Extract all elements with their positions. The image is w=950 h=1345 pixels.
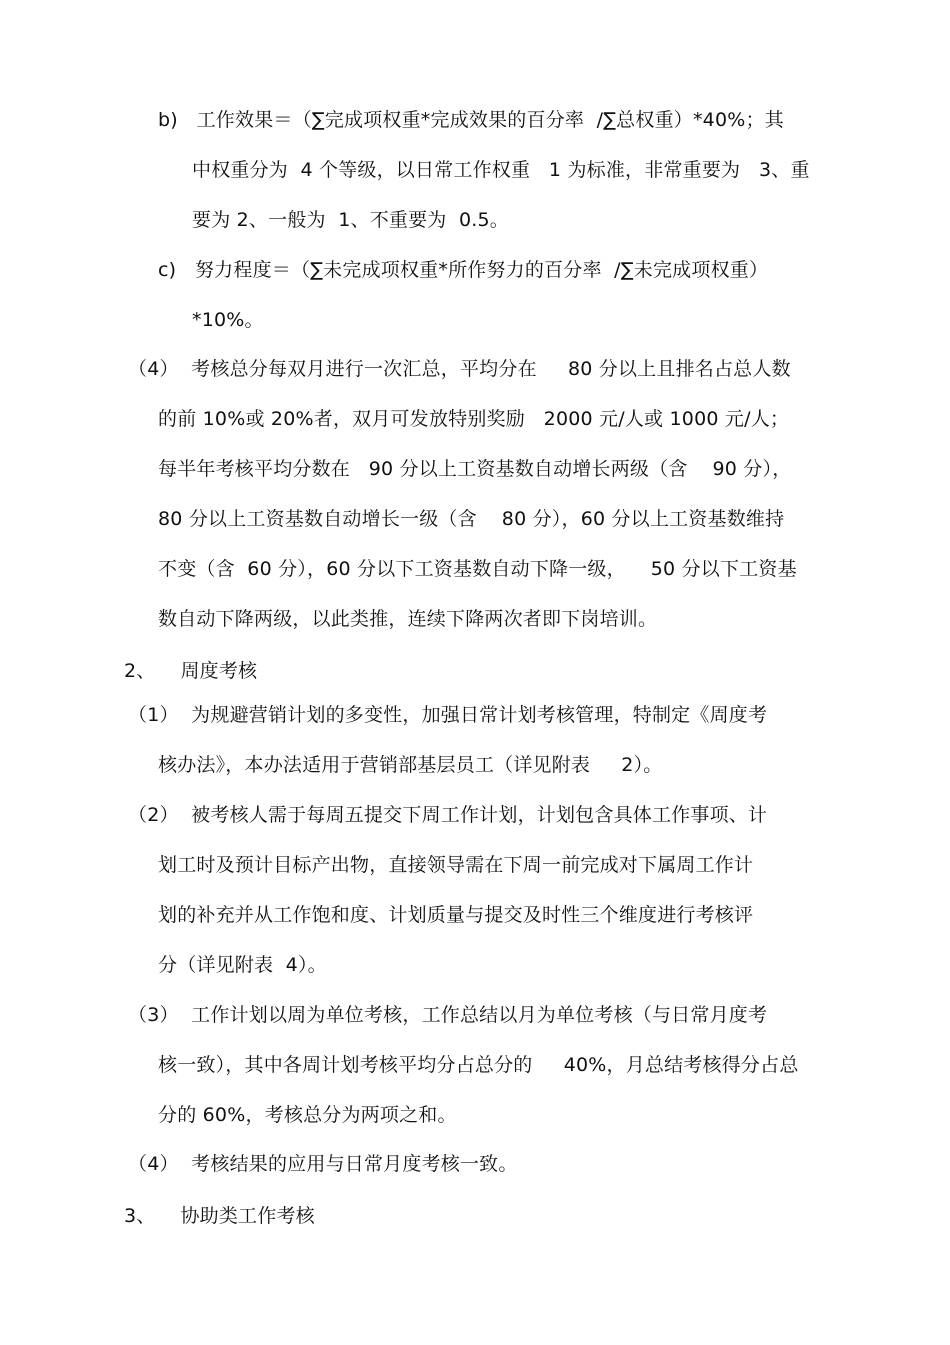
text-line: 的前 10%或 20%者，双月可发放特别奖励 2000 元/人或 1000 元/人；: [158, 408, 790, 430]
text-line: 80 分以上工资基数自动增长一级（含 80 分），60 分以上工资基数维持: [158, 508, 785, 530]
text-line: 核办法》，本办法适用于营销部基层员工（详见附表 2）。: [158, 754, 663, 776]
text-line: 划工时及预计目标产出物，直接领导需在下周一前完成对下属周工作计: [158, 854, 754, 876]
text-line: （1） 为规避营销计划的多变性，加强日常计划考核管理，特制定《周度考: [128, 704, 768, 726]
text-line: 分（详见附表 4）。: [158, 954, 327, 976]
text-line: *10%。: [192, 309, 264, 331]
text-line: 分的 60%，考核总分为两项之和。: [158, 1104, 457, 1126]
text-line: 划的补充并从工作饱和度、计划质量与提交及时性三个维度进行考核评: [158, 904, 754, 926]
text-line: 中权重分为 4 个等级，以日常工作权重 1 为标准，非常重要为 3、重: [192, 159, 810, 181]
text-line: c) 努力程度＝（∑未完成项权重*所作努力的百分率 /∑未完成项权重）: [158, 259, 769, 281]
text-line: 每半年考核平均分数在 90 分以上工资基数自动增长两级（含 90 分），: [158, 458, 792, 480]
section-heading: 3、 协助类工作考核: [124, 1205, 315, 1227]
text-line: （3） 工作计划以周为单位考核，工作总结以月为单位考核（与日常月度考: [128, 1004, 768, 1026]
text-line: （4） 考核结果的应用与日常月度考核一致。: [128, 1153, 518, 1175]
text-line: 要为 2、一般为 1、不重要为 0.5。: [192, 209, 509, 231]
text-line: 数自动下降两级，以此类推，连续下降两次者即下岗培训。: [158, 608, 658, 630]
text-line: 核一致），其中各周计划考核平均分占总分的 40%，月总结考核得分占总: [158, 1054, 799, 1076]
text-line: （2） 被考核人需于每周五提交下周工作计划，计划包含具体工作事项、计: [128, 804, 768, 826]
text-line: b) 工作效果＝（∑完成项权重*完成效果的百分率 /∑总权重）*40%；其: [158, 109, 784, 131]
text-line: 不变（含 60 分），60 分以下工资基数自动下降一级， 50 分以下工资基: [158, 558, 797, 580]
text-line: （4） 考核总分每双月进行一次汇总，平均分在 80 分以上且排名占总人数: [128, 358, 791, 380]
section-heading: 2、 周度考核: [124, 660, 258, 682]
